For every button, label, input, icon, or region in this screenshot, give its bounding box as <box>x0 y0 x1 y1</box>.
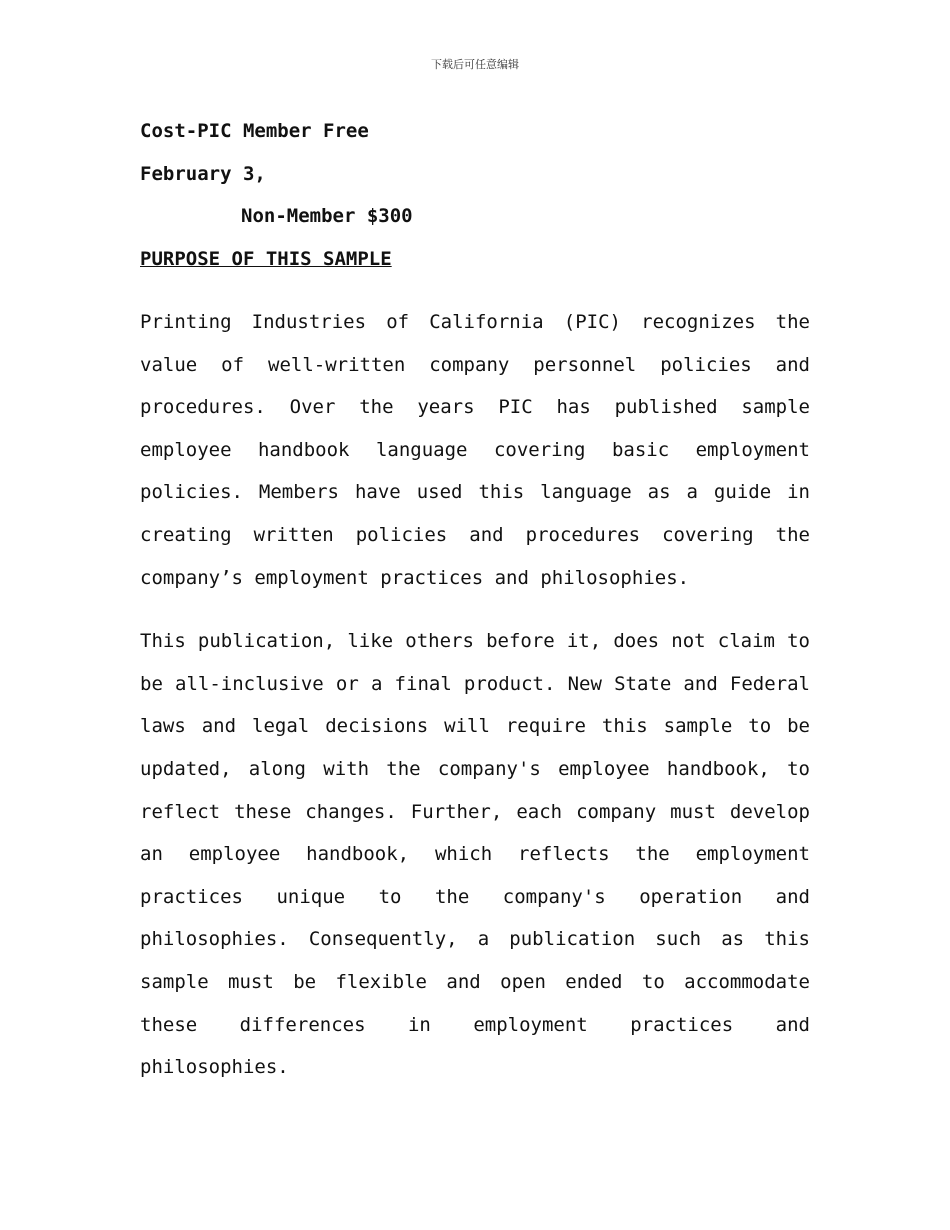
paragraph-disclaimer: This publication, like others before it, does not claim to be all-inclusive or a final product. New State and Federal laws and legal decisions will require this sample to be updated, along with the company's employee handbook, to reflect these changes. Further, each company must develop an employee handbook, which reflects the employment practices unique to the company's operation and philosophies. Consequently, a publication such as this sample must be flexible and open ended to accommodate these differences in employment practices and philosophies. <box>140 630 810 1079</box>
non-member-price-line: Non-Member $300 <box>241 205 413 227</box>
cost-line: Cost-PIC Member Free <box>140 120 369 142</box>
document-body <box>140 110 810 1089</box>
paragraph-purpose: Printing Industries of California (PIC) recognizes the value of well-written company personnel policies and procedures. Over the years PIC has published sample employee handbook language covering basic employment policies. Members have used this language as a guide in creating written policies and procedures covering the company’s employment practices and philosophies. <box>140 311 810 589</box>
page-header-note: 下载后可任意编辑 <box>431 58 519 71</box>
date-line: February 3, <box>140 162 266 185</box>
section-title: PURPOSE OF THIS SAMPLE <box>140 247 392 270</box>
